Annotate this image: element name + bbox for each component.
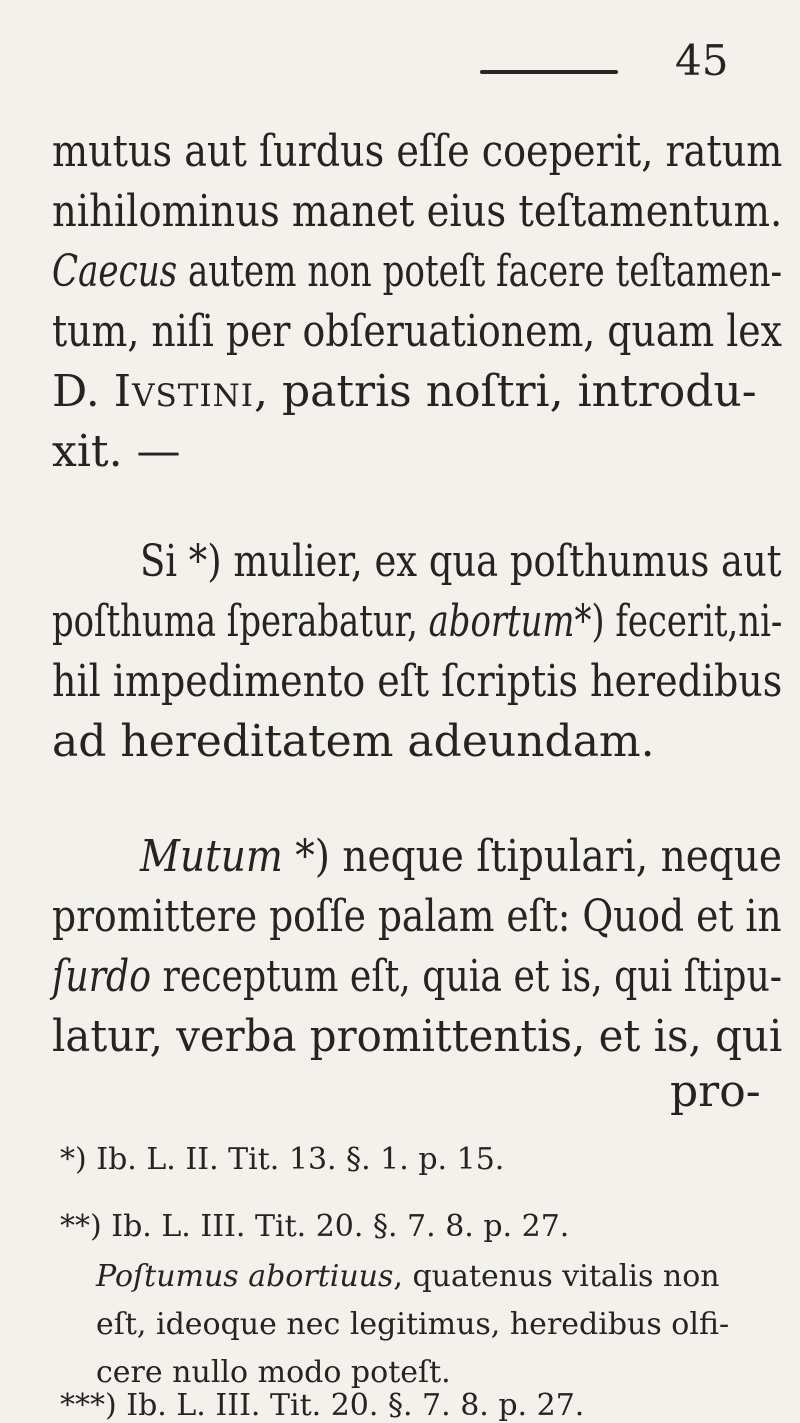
text-span: , patris noſtri, introdu- — [254, 366, 757, 417]
text-line: ad hereditatem adeundam. — [52, 716, 655, 767]
text-span: receptum eſt, quia et is, qui ſtipu- — [151, 951, 783, 1002]
text-span: *) fecerit,ni- — [574, 596, 783, 647]
header-rule — [480, 70, 618, 74]
text-line — [52, 596, 783, 647]
catchword: pro- — [670, 1066, 761, 1117]
text-span: *) neque ſtipulari, neque — [282, 831, 782, 882]
text-line: hil impedimento eſt ſcriptis heredibus — [52, 656, 783, 707]
italic-word: ſurdo — [52, 951, 152, 1002]
small-caps-name: Ivstini — [113, 366, 254, 417]
footnote-line — [96, 1259, 720, 1294]
text-line: nihilominus manet eius teſtamentum. — [52, 186, 783, 237]
text-line: latur, verba promittentis, et is, qui — [52, 1011, 783, 1062]
text-span: D. — [52, 366, 114, 417]
footnote-line: cere nullo modo poteſt. — [96, 1355, 451, 1390]
text-span: poſthuma ſperabatur, — [52, 596, 429, 647]
text-line — [52, 951, 783, 1002]
footnote: **) Ib. L. III. Tit. 20. §. 7. 8. p. 27. — [60, 1209, 570, 1244]
page-number: 45 — [675, 36, 729, 85]
italic-word: Caecus — [52, 246, 178, 297]
text-line — [140, 831, 782, 882]
text-line: mutus aut ſurdus eſſe coeperit, ratum — [52, 126, 783, 177]
text-line: tum, niſi per obſeruationem, quam lex — [52, 306, 782, 357]
text-line — [52, 246, 783, 297]
footnote-line: eſt, ideoque nec legitimus, heredibus olfi- — [96, 1307, 730, 1342]
text-line: xit. — — [52, 426, 181, 477]
text-span: , quatenus vitalis non — [393, 1259, 720, 1294]
footnote: *) Ib. L. II. Tit. 13. §. 1. p. 15. — [60, 1142, 505, 1177]
footnote: ***) Ib. L. III. Tit. 20. §. 7. 8. p. 27. — [60, 1388, 585, 1423]
italic-phrase: Poſtumus abortiuus — [96, 1259, 394, 1294]
text-span: autem non poteſt facere teſtamen- — [177, 246, 783, 297]
text-line: promittere poſſe palam eſt: Quod et in — [52, 891, 782, 942]
text-line — [52, 366, 757, 417]
text-line: Si *) mulier, ex qua poſthumus aut — [140, 536, 782, 587]
italic-word: abortum — [428, 596, 575, 647]
italic-word: Mutum — [140, 831, 283, 882]
